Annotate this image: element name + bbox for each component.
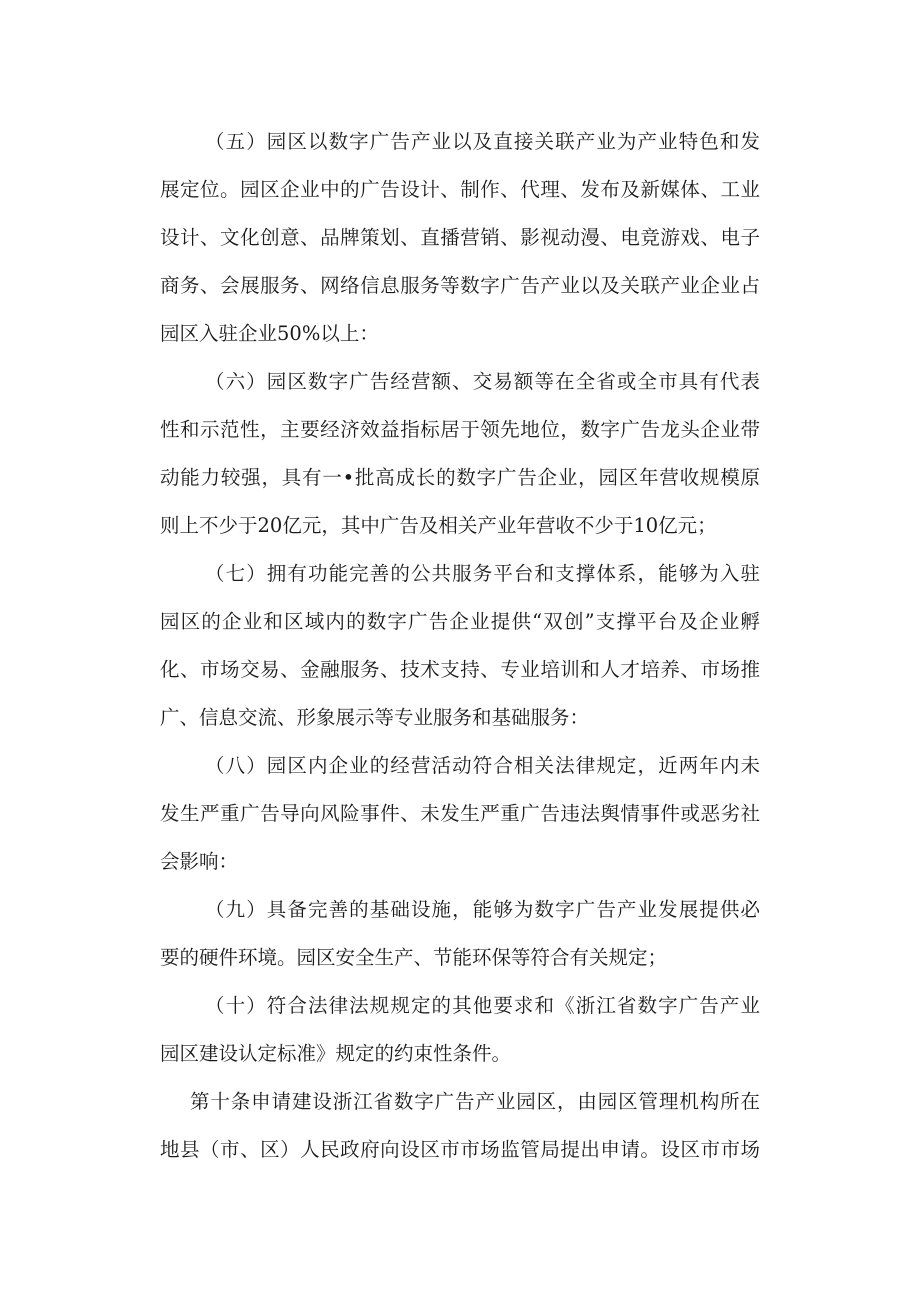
- paragraph-5-line-1: （五）园区以数字广告产业以及直接关联产业为产业特色和发: [205, 130, 760, 153]
- paragraph-7-line-2: 园区的企业和区域内的数字广告企业提供“双创”支撑平台及企业孵: [160, 610, 760, 633]
- paragraph-8-line-1: （八）园区内企业的经营活动符合相关法律规定，近两年内未: [205, 754, 760, 777]
- paragraph-5-line-2: 展定位。园区企业中的广告设计、制作、代理、发布及新媒体、工业: [160, 178, 760, 201]
- paragraph-7-line-1: （七）拥有功能完善的公共服务平台和支撑体系，能够为入驻: [205, 562, 760, 585]
- paragraph-9-line-1: （九）具备完善的基础设施，能够为数字广告产业发展提供必: [205, 898, 760, 921]
- paragraph-6-line-1: （六）园区数字广告经营额、交易额等在全省或全市具有代表: [205, 370, 760, 393]
- paragraph-7-line-4: 广、信息交流、形象展示等专业服务和基础服务：: [160, 706, 590, 729]
- article-10-line-1: 第十条申请建设浙江省数字广告产业园区，由园区管理机构所在: [190, 1090, 760, 1113]
- paragraph-5-line-5: 园区入驻企业50%以上：: [160, 322, 379, 345]
- paragraph-6-line-2: 性和示范性，主要经济效益指标居于领先地位，数字广告龙头企业带: [160, 418, 760, 441]
- paragraph-10-line-1: （十）符合法律法规规定的其他要求和《浙江省数字广告产业: [205, 994, 760, 1017]
- paragraph-10-line-2: 园区建设认定标准》规定的约束性条件。: [160, 1042, 512, 1065]
- paragraph-8-line-3: 会影响：: [160, 850, 239, 873]
- paragraph-6-line-3: 动能力较强，具有一•批高成长的数字广告企业，园区年营收规模原: [160, 466, 760, 489]
- paragraph-9-line-2: 要的硬件环境。园区安全生产、节能环保等符合有关规定；: [160, 946, 668, 969]
- paragraph-7-line-3: 化、市场交易、金融服务、技术支持、专业培训和人才培养、市场推: [160, 658, 760, 681]
- paragraph-8-line-2: 发生严重广告导向风险事件、未发生严重广告违法舆情事件或恶劣社: [160, 802, 760, 825]
- article-10-line-2: 地县（市、区）人民政府向设区市市场监管局提出申请。设区市市场: [160, 1138, 760, 1161]
- paragraph-5-line-4: 商务、会展服务、网络信息服务等数字广告产业以及关联产业企业占: [160, 274, 760, 297]
- paragraph-6-line-4: 则上不少于20亿元，其中广告及相关产业年营收不少于10亿元；: [160, 514, 717, 537]
- paragraph-5-line-3: 设计、文化创意、品牌策划、直播营销、影视动漫、电竞游戏、电子: [160, 226, 760, 249]
